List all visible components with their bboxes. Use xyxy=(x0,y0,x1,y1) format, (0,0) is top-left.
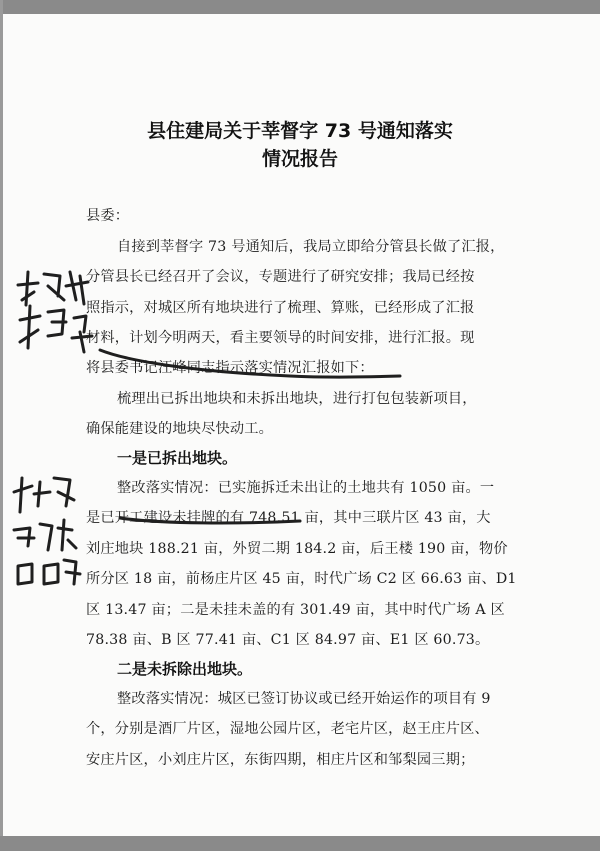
body-line: 材料，计划今明两天，看主要领导的时间安排，进行汇报。现 xyxy=(86,330,475,346)
scan-border-top xyxy=(0,0,600,14)
body-line: 梳理出已拆出地块和未拆出地块，进行打包包装新项目， xyxy=(117,391,477,407)
section-2-line: 个，分别是酒厂片区，湿地公园片区，老宅片区，赵王庄片区、 xyxy=(86,721,489,737)
body-line: 自接到莘督字 73 号通知后，我局立即给分管县长做了汇报， xyxy=(117,239,505,255)
document-title-line-2: 情况报告 xyxy=(261,148,338,170)
section-2-heading: 二是未拆除出地块。 xyxy=(117,660,253,678)
body-line: 分管县长已经召开了会议，专题进行了研究安排；我局已经按 xyxy=(86,269,475,285)
section-1-line: 78.38 亩、B 区 77.41 亩、C1 区 84.97 亩、E1 区 60.73。 xyxy=(86,632,490,648)
section-1-line: 是已开工建设未挂牌的有 748.51 亩，其中三联片区 43 亩，大 xyxy=(86,510,491,526)
section-1-line: 区 13.47 亩；二是未挂未盖的有 301.49 亩，其中时代广场 A 区 xyxy=(86,602,505,618)
body-line: 照指示，对城区所有地块进行了梳理、算账，已经形成了汇报 xyxy=(86,300,475,316)
salutation: 县委： xyxy=(86,208,130,224)
section-1-line: 整改落实情况：已实施拆迁未出让的土地共有 1050 亩。一 xyxy=(117,480,495,496)
section-2-line: 安庄片区，小刘庄片区，东街四期，相庄片区和邹梨园三期； xyxy=(86,752,475,768)
body-line: 确保能建设的地块尽快动工。 xyxy=(86,421,274,437)
document-title-line-1: 县住建局关于莘督字 73 号通知落实 xyxy=(147,120,453,142)
section-1-heading: 一是已拆出地块。 xyxy=(117,449,238,467)
scan-border-bottom xyxy=(0,836,600,851)
section-1-line: 刘庄地块 188.21 亩，外贸二期 184.2 亩，后王楼 190 亩，物价 xyxy=(86,541,508,557)
section-1-line: 所分区 18 亩，前杨庄片区 45 亩，时代广场 C2 区 66.63 亩、D1 xyxy=(86,571,517,587)
section-2-line: 整改落实情况：城区已签订协议或已经开始运作的项目有 9 xyxy=(117,691,491,707)
body-line: 将县委书记汪峰同志指示落实情况汇报如下： xyxy=(86,360,374,376)
